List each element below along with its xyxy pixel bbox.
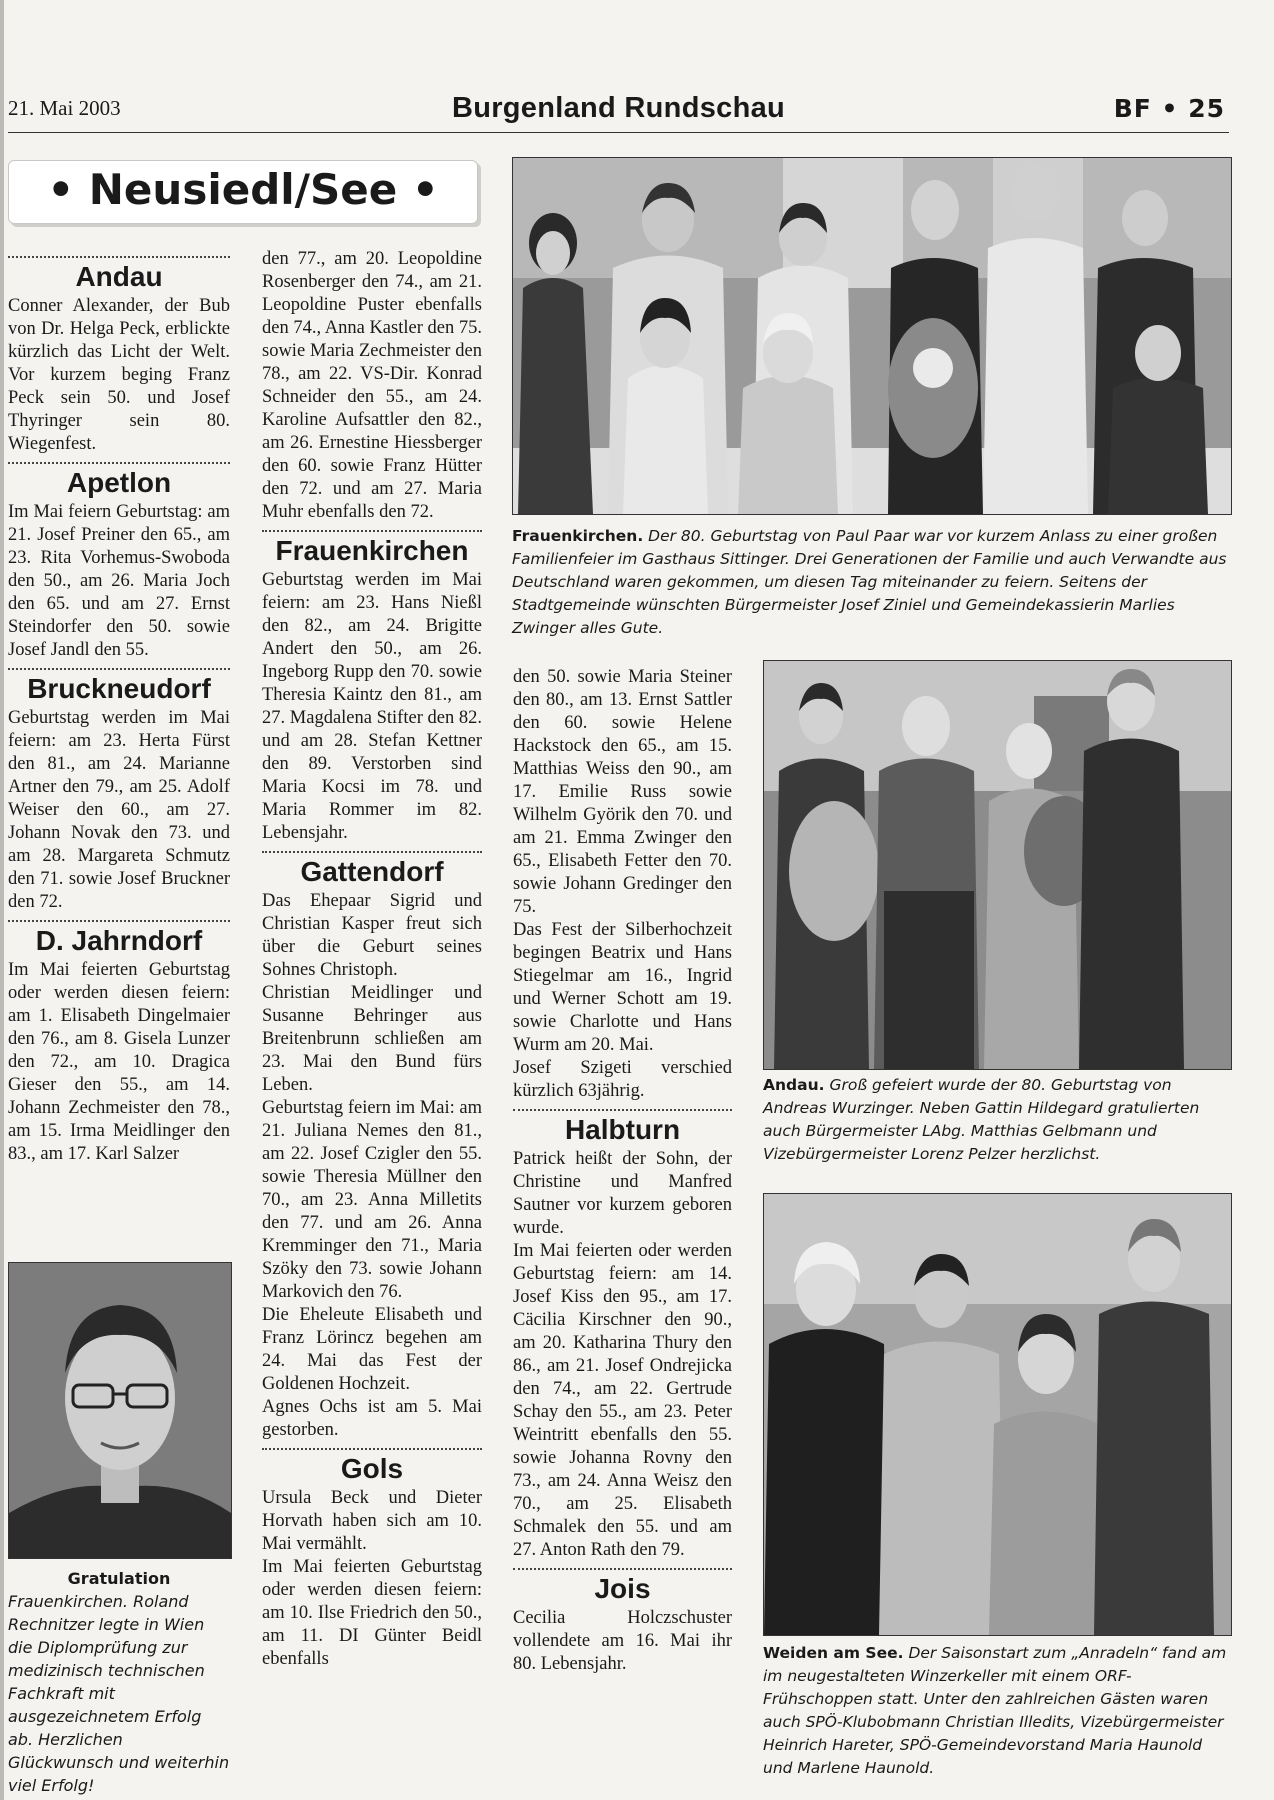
page-edge bbox=[0, 0, 4, 1800]
heading-bruckneudorf: Bruckneudorf bbox=[27, 673, 211, 704]
column-1 bbox=[8, 250, 230, 1166]
dotted-separator bbox=[513, 1109, 732, 1111]
caption-andau bbox=[763, 1074, 1233, 1166]
dotted-separator bbox=[8, 462, 230, 464]
text-jois: Cecilia Holczschuster vollendete am 16. Mai ihr 80. Lebensjahr. bbox=[513, 1608, 732, 1674]
text-apetlon: Im Mai feiern Geburtstag: am 21. Josef Preiner den 65., am 23. Rita Vorhemus-Swoboda den 50., am 26. Maria Joch den 65. und am 27. Ernst Steindorfer den 50. sowie Josef Jandl den 55. bbox=[8, 502, 230, 660]
dotted-separator bbox=[513, 1568, 732, 1570]
heading-gattendorf: Gattendorf bbox=[300, 856, 444, 887]
photo-weiden-am-see bbox=[763, 1193, 1232, 1636]
text-continuation-3: Josef Szigeti verschied kürzlich 63jährig. bbox=[513, 1058, 732, 1101]
heading-jois: Jois bbox=[594, 1573, 651, 1604]
text-gattendorf-3: Geburtstag feiern im Mai: am 21. Juliana Nemes den 81., am 22. Josef Czigler den 55. sowie Theresia Müllner den 70., am 23. Anna Milletits den 77. und am 26. Anna Kremminger den 71., Maria Szöky den 73. sowie Johann Markovich den 76. bbox=[262, 1098, 482, 1302]
dotted-separator bbox=[262, 1448, 482, 1450]
caption-place: Andau. bbox=[763, 1076, 825, 1094]
gratulation-title: Gratulation bbox=[67, 1569, 171, 1588]
text-gattendorf-5: Agnes Ochs ist am 5. Mai gestorben. bbox=[262, 1397, 482, 1440]
heading-d-jahrndorf: D. Jahrndorf bbox=[35, 925, 203, 956]
caption-text: Der 80. Geburtstag von Paul Paar war vor kurzem Anlass zu einer großen Familienfeier im Gasthaus Sittinger. Drei Generationen der Familie und auch Verwandte aus Deutschland waren gekommen, um diesen Tag miteinander zu feiern. Seitens der Stadtgemeinde wünschten Bürgermeister Josef Ziniel und Gemeindekassierin Marlies Zwinger alles Gute. bbox=[512, 527, 1227, 637]
text-halbturn-2: Im Mai feierten oder werden Geburtstag feiern: am 14. Josef Kiss den 95., am 17. Cäcilia Kirschner den 90., am 20. Katharina Thury den 86., am 21. Josef Ondrejicka den 74., am 22. Gertrude Schay den 55., am 23. Peter Weintritt ebenfalls den 55. sowie Johanna Rovny den 73., am 24. Anna Weisz den 70., am 25. Elisabeth Schmalek den 55. und am 27. Anton Rath den 79. bbox=[513, 1241, 732, 1560]
text-andau: Conner Alexander, der Bub von Dr. Helga Peck, erblickte kürzlich das Licht der Welt. Vor kurzem beging Franz Peck sein 50. und Josef Thyringer sein 80. Wiegenfest. bbox=[8, 296, 230, 454]
gratulation-text: Frauenkirchen. Roland Rechnitzer legte in Wien die Diplomprüfung zur medizinisch technischen Fachkraft mit ausgezeichnetem Erfolg ab. Herzlichen Glückwunsch und weiterhin viel Erfolg! bbox=[8, 1592, 230, 1795]
page-number: BF • 25 bbox=[1113, 94, 1225, 123]
text-gols-2: Im Mai feierten Geburtstag oder werden diesen feiern: am 10. Ilse Friedrich den 50., am 11. DI Günter Beidl ebenfalls bbox=[262, 1557, 482, 1669]
text-continuation-2: Das Fest der Silberhochzeit begingen Beatrix und Hans Stiegelmar am 16., Ingrid und Werner Schott am 19. sowie Charlotte und Hans Wurm am 20. Mai. bbox=[513, 920, 732, 1055]
text-gols-1: Ursula Beck und Dieter Horvath haben sich am 10. Mai vermählt. bbox=[262, 1488, 482, 1554]
newspaper-title: Burgenland Rundschau bbox=[451, 92, 786, 124]
text-continuation-1: den 50. sowie Maria Steiner den 80., am 13. Ernst Sattler den 60. sowie Helene Hackstock den 65., am 15. Matthias Weiss den 90., am 17. Emilie Russ sowie Wilhelm Györik den 70. und am 21. Emma Zwinger den 65., Elisabeth Fetter den 70. sowie Johann Gredinger den 75. bbox=[513, 667, 732, 917]
section-banner bbox=[8, 160, 478, 224]
portrait-photo bbox=[8, 1262, 232, 1559]
text-gattendorf-2: Christian Meidlinger und Susanne Behringer aus Breitenbrunn schließen am 23. Mai den Bund fürs Leben. bbox=[262, 983, 482, 1095]
text-bruckneudorf: Geburtstag werden im Mai feiern: am 23. Herta Fürst den 81., am 24. Marianne Artner den 79., am 25. Adolf Weiser den 60., am 27. Johann Novak den 73. und am 28. Margareta Schmutz den 71. sowie Josef Bruckner den 72. bbox=[8, 708, 230, 912]
dotted-separator bbox=[262, 530, 482, 532]
dotted-separator bbox=[8, 920, 230, 922]
heading-gols: Gols bbox=[340, 1453, 404, 1484]
page-header bbox=[8, 92, 1229, 133]
issue-date: 21. Mai 2003 bbox=[8, 96, 121, 120]
heading-andau: Andau bbox=[75, 261, 163, 292]
dotted-separator bbox=[8, 668, 230, 670]
text-gattendorf-4: Die Eheleute Elisabeth und Franz Lörincz begehen am 24. Mai das Fest der Goldenen Hochzeit. bbox=[262, 1305, 482, 1394]
caption-weiden-am-see bbox=[763, 1642, 1233, 1780]
text-frauenkirchen: Geburtstag werden im Mai feiern: am 23. Hans Nießl den 82., am 24. Brigitte Andert den 50., am 26. Ingeborg Rupp den 70. sowie Theresia Kaintz den 81., am 27. Magdalena Stifter den 82. und am 28. Stefan Kettner den 89. Verstorben sind Maria Kocsi im 78. und Maria Rommer im 82. Lebensjahr. bbox=[262, 570, 482, 843]
caption-text: Der Saisonstart zum „Anradeln“ fand am im neugestalteten Winzerkeller mit einem ORF-Frühschoppen statt. Unter den zahlreichen Gästen waren auch SPÖ-Klubobmann Christian Illedits, Vizebürgermeister Heinrich Hareter, SPÖ-Gemeindevorstand Maria Haunold und Marlene Haunold. bbox=[763, 1644, 1227, 1777]
text-halbturn-1: Patrick heißt der Sohn, der Christine und Manfred Sautner vor kurzem geboren wurde. bbox=[513, 1149, 732, 1238]
photo-frauenkirchen-family bbox=[512, 157, 1232, 515]
caption-text: Groß gefeiert wurde der 80. Geburtstag von Andreas Wurzinger. Neben Gattin Hildegard gratulierten auch Bürgermeister LAbg. Matthias Gelbmann und Vizebürgermeister Lorenz Pelzer herzlichst. bbox=[763, 1076, 1200, 1163]
heading-halbturn: Halbturn bbox=[564, 1114, 681, 1145]
caption-place: Frauenkirchen. bbox=[512, 527, 644, 545]
text-d-jahrndorf: Im Mai feierten Geburtstag oder werden diesen feiern: am 1. Elisabeth Dingelmaier den 76., am 8. Gisela Lunzer den 72., am 10. Dragica Gieser den 55., am 14. Johann Zechmeister den 78., am 15. Irma Meidlinger den 83., am 17. Karl Salzer bbox=[8, 960, 230, 1164]
heading-apetlon: Apetlon bbox=[66, 467, 172, 498]
caption-frauenkirchen bbox=[512, 525, 1232, 640]
column-2 bbox=[262, 248, 482, 1671]
heading-frauenkirchen: Frauenkirchen bbox=[275, 535, 469, 566]
text-gattendorf-1: Das Ehepaar Sigrid und Christian Kasper freut sich über die Geburt seines Sohnes Christoph. bbox=[262, 891, 482, 980]
section-title: • Neusiedl/See • bbox=[47, 165, 439, 214]
caption-place: Weiden am See. bbox=[763, 1644, 904, 1662]
text-continuation: den 77., am 20. Leopoldine Rosenberger den 74., am 21. Leopoldine Puster ebenfalls den 74., Anna Kastler den 75. sowie Maria Zechmeister den 78., am 22. VS-Dir. Konrad Schneider den 55., am 24. Karoline Aufsattler den 82., am 26. Ernestine Hiessberger den 60. sowie Franz Hütter den 72. und am 27. Maria Muhr ebenfalls den 72. bbox=[262, 249, 482, 522]
photo-andau bbox=[763, 660, 1232, 1070]
dotted-separator bbox=[8, 256, 230, 258]
column-3 bbox=[513, 666, 732, 1676]
gratulation-box bbox=[8, 1567, 230, 1797]
dotted-separator bbox=[262, 851, 482, 853]
